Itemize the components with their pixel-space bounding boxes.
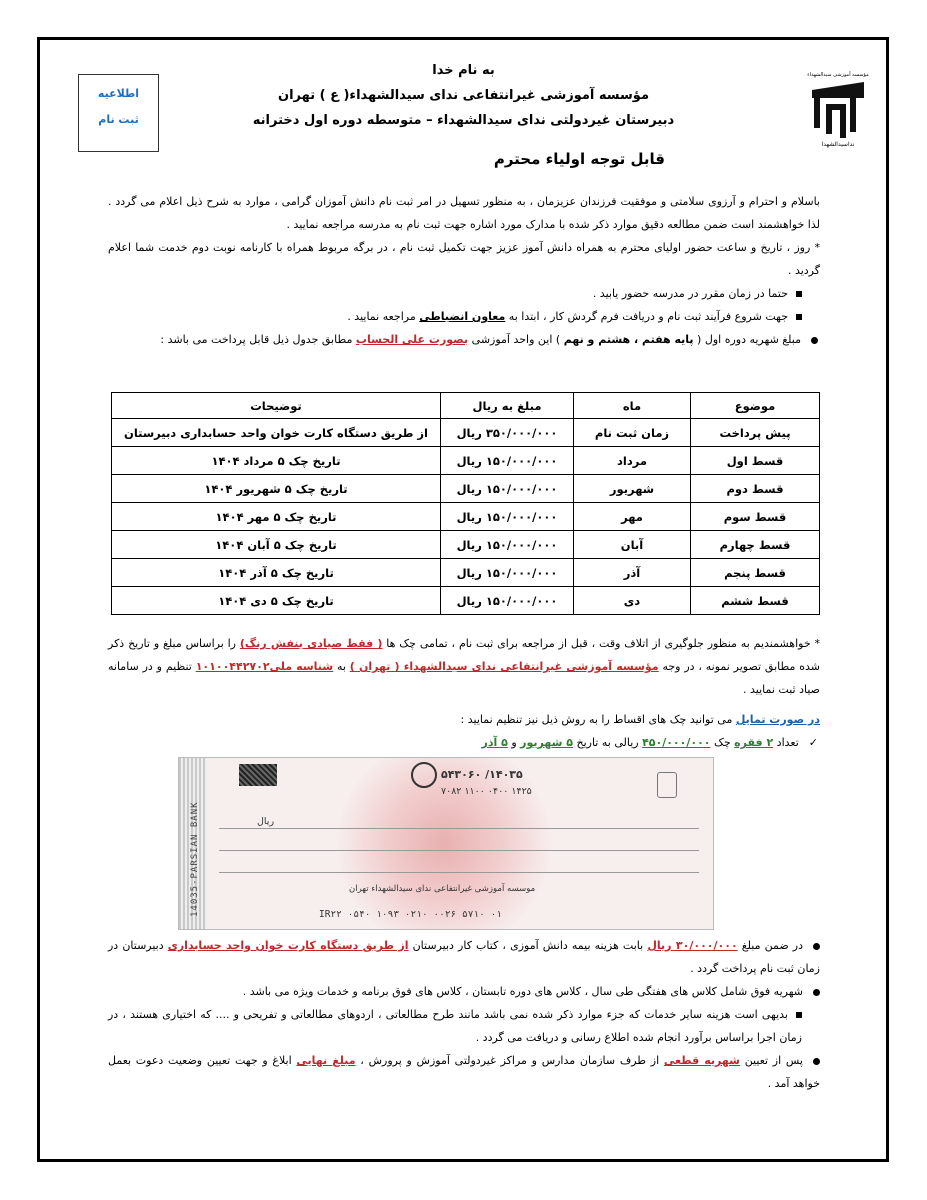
table-cell: آذر bbox=[574, 559, 691, 587]
national-id: شناسه ملی۱۰۱۰۰۴۴۲۷۰۲ bbox=[195, 660, 334, 673]
header-school: دبیرستان غیردولتی ندای سیدالشهداء – متوسطه دوره اول دخترانه bbox=[252, 113, 675, 128]
logo-text: نداسیدالشهدا bbox=[821, 141, 855, 148]
list-item: در ضمن مبلغ ۳۰/۰۰۰/۰۰۰ ریال بابت هزینه بیمه دانش آموزی ، کتاب کار دبیرستان از طریق دستگاه کارت خوان واحد حسابداری دبیرستان در زمان ثبت نام پرداخت گردد . bbox=[108, 939, 820, 975]
optional-paragraph: در صورت تمایل می توانید چک های اقساط را به روش ذیل نیز تنظیم نمایید : ✓تعداد ۲ فقره چک ۴۵۰/۰۰۰/۰۰۰ ریالی به تاریخ ۵ شهریور و ۵ آذر bbox=[108, 708, 820, 754]
barcode-icon bbox=[239, 764, 277, 786]
table-row bbox=[112, 475, 820, 503]
table-cell: تاریخ چک ۵ دی ۱۴۰۴ bbox=[112, 587, 441, 615]
on-account-label: بصورت علی الحساب bbox=[355, 333, 469, 346]
dot-bullet-icon bbox=[813, 989, 820, 996]
dot-bullet-icon bbox=[813, 943, 820, 950]
table-header-row bbox=[112, 393, 820, 419]
notice-subtitle: ثبت نام bbox=[98, 113, 139, 126]
sample-cheque-image bbox=[178, 757, 714, 930]
table-cell: ۱۵۰/۰۰۰/۰۰۰ ریال bbox=[441, 587, 574, 615]
cheque-payee-line: موسسه آموزشی غیرانتفاعی ندای سیدالشهداء تهران bbox=[349, 884, 536, 894]
table-cell: دی bbox=[574, 587, 691, 615]
table-cell: تاریخ چک ۵ شهریور ۱۴۰۴ bbox=[112, 475, 441, 503]
cheque-numbers: ۱۴۲۵ ۰۴۰۰ ۱۱۰۰ ۷۰۸۲ bbox=[441, 786, 532, 797]
table-cell: تاریخ چک ۵ آذر ۱۴۰۴ bbox=[112, 559, 441, 587]
table-cell: پیش پرداخت bbox=[691, 419, 820, 447]
list-item: ✓تعداد ۲ فقره چک ۴۵۰/۰۰۰/۰۰۰ ریالی به تاریخ ۵ شهریور و ۵ آذر bbox=[481, 736, 818, 749]
list-item: حتما در زمان مقرر در مدرسه حضور یابید . bbox=[108, 282, 820, 305]
table-cell: ۱۵۰/۰۰۰/۰۰۰ ریال bbox=[441, 475, 574, 503]
table-cell: ۱۵۰/۰۰۰/۰۰۰ ریال bbox=[441, 531, 574, 559]
table-cell: ۱۵۰/۰۰۰/۰۰۰ ریال bbox=[441, 559, 574, 587]
table-cell: تاریخ چک ۵ آبان ۱۴۰۴ bbox=[112, 531, 441, 559]
cheques-paragraph: * خواهشمندیم به منظور جلوگیری از اتلاف وقت ، قبل از مراجعه برای ثبت نام ، تمامی چک ها ( فقط صیادی بنفش رنگ) را براساس مبلغ و تاریخ ذکر شده مطابق تصویر نمونه ، در وجه مؤسسه آموزشی غیرانتفاعی ندای سیدالشهداء ( تهران ) به شناسه ملی۱۰۱۰۰۴۴۲۷۰۲ تنظیم و در سامانه صیاد ثبت نمایید . bbox=[108, 637, 821, 696]
insurance-amount: ۳۰/۰۰۰/۰۰۰ ریال bbox=[647, 939, 738, 952]
table-cell: ۱۵۰/۰۰۰/۰۰۰ ریال bbox=[441, 503, 574, 531]
table-cell: آبان bbox=[574, 531, 691, 559]
optional-label: در صورت تمایل bbox=[735, 713, 820, 726]
check-mark-icon: ✓ bbox=[808, 736, 818, 749]
list-item: شهریه فوق شامل کلاس های هفتگی طی سال ، کلاس های دوره تابستان ، کلاس های فوق برنامه و خدمات ویژه می باشد . bbox=[108, 980, 820, 1003]
table-cell: ۱۵۰/۰۰۰/۰۰۰ ریال bbox=[441, 447, 574, 475]
table-cell: زمان ثبت نام bbox=[574, 419, 691, 447]
notice-box bbox=[78, 74, 159, 152]
cheque-serial: ۱۴۰۳۵/ ۵۴۳۰۶۰ bbox=[441, 768, 523, 781]
square-bullet-icon bbox=[796, 291, 802, 297]
table-cell: قسط سوم bbox=[691, 503, 820, 531]
table-cell: ۳۵۰/۰۰۰/۰۰۰ ریال bbox=[441, 419, 574, 447]
emblem-icon bbox=[657, 772, 677, 798]
dot-bullet-icon bbox=[811, 337, 818, 344]
table-cell: قسط ششم bbox=[691, 587, 820, 615]
table-cell: تاریخ چک ۵ مرداد ۱۴۰۴ bbox=[112, 447, 441, 475]
list-item: مبلغ شهریه دوره اول ( پایه هفتم ، هشتم و نهم ) این واحد آموزشی بصورت علی الحساب مطابق جدول ذیل قابل پرداخت می باشد : bbox=[108, 328, 820, 351]
sayad-only-label: ( فقط صیادی بنفش رنگ) bbox=[239, 637, 383, 650]
table-row bbox=[112, 587, 820, 615]
table-header: موضوع bbox=[691, 393, 820, 419]
table-header: مبلغ به ریال bbox=[441, 393, 574, 419]
page-title: قابل توجه اولیاء محترم bbox=[493, 150, 665, 168]
table-header: ماه bbox=[574, 393, 691, 419]
school-logo-icon bbox=[806, 68, 870, 148]
intro-text: باسلام و احترام و آرزوی سلامتی و موفقیت فرزندان عزیزمان ، به منظور تسهیل در امر ثبت نام دانش آموزان گرامی ، موارد به شرح ذیل اعلام می گردد . لذا خواهشمند است ضمن مطالعه دقیق موارد ذکر شده با مدارک مورد اشاره جهت ثبت نام به مدرسه مراجعه نمایید . bbox=[108, 195, 820, 231]
fee-table bbox=[111, 392, 820, 615]
table-cell: قسط اول bbox=[691, 447, 820, 475]
header-institute: مؤسسه آموزشی غیرانتفاعی ندای سیدالشهداء( ع ) تهران bbox=[277, 88, 650, 103]
card-reader-label: از طریق دستگاه کارت خوان واحد حسابداری bbox=[167, 939, 409, 952]
table-cell: مهر bbox=[574, 503, 691, 531]
bank-side-text: 14035-PARSIAN BANK bbox=[190, 801, 200, 917]
table-cell: تاریخ چک ۵ مهر ۱۴۰۴ bbox=[112, 503, 441, 531]
notice-title: اطلاعیه bbox=[97, 87, 140, 100]
footer-paragraph bbox=[108, 934, 820, 1095]
list-item: جهت شروع فرآیند ثبت نام و دریافت فرم گردش کار ، ابتدا به معاون انضباطی مراجعه نمایید . bbox=[108, 305, 820, 328]
dot-bullet-icon bbox=[813, 1058, 820, 1065]
table-row bbox=[112, 531, 820, 559]
table-cell: قسط پنجم bbox=[691, 559, 820, 587]
list-item: پس از تعیین شهریه قطعی از طرف سازمان مدارس و مراکز غیردولتی آموزش و پرورش ، مبلغ نهایی ابلاغ و جهت تعیین وضعیت دعوت بعمل خواهد آمد . bbox=[108, 1054, 820, 1090]
table-row bbox=[112, 447, 820, 475]
logo-tagline: مؤسسه آموزشی سیدالشهداء bbox=[807, 72, 869, 78]
intro-paragraph bbox=[108, 190, 820, 351]
payee-name: مؤسسه آموزشی غیرانتفاعی ندای سیدالشهداء ( تهران ) bbox=[349, 660, 659, 673]
table-row bbox=[112, 419, 820, 447]
table-cell: شهریور bbox=[574, 475, 691, 503]
square-bullet-icon bbox=[796, 1012, 802, 1018]
table-cell: از طریق دستگاه کارت خوان واحد حسابداری دبیرستان bbox=[112, 419, 441, 447]
intro-note: * روز ، تاریخ و ساعت حضور اولیای محترم به همراه دانش آموز عزیز جهت تکمیل ثبت نام ، در برگه مربوط همراه با کارنامه نوبت دوم خدمت شما اعلام گردید . bbox=[108, 241, 820, 277]
header-bismillah: به نام خدا bbox=[432, 63, 495, 78]
table-row bbox=[112, 559, 820, 587]
final-tuition-label: شهریه قطعی bbox=[663, 1054, 740, 1067]
table-row bbox=[112, 503, 820, 531]
final-amount-label: مبلغ نهایی bbox=[296, 1054, 356, 1067]
list-item: بدیهی است هزینه سایر خدمات که جزء موارد ذکر شده نمی باشد مانند طرح مطالعاتی ، اردوهای مطالعاتی و تفریحی و .... که اختیاری هستند ، در زمان اجرا براساس برآورد انجام شده اطلاع رسانی و دریافت می گردد . bbox=[108, 1008, 802, 1044]
cheque-micr: IR۲۲ ۰۵۴۰ ۱۰۹۳ ۰۲۱۰ ۰۰۲۶ ۵۷۱۰ ۰۱ bbox=[319, 909, 503, 920]
square-bullet-icon bbox=[796, 314, 802, 320]
rial-label: ریال bbox=[257, 816, 275, 827]
table-cell: قسط دوم bbox=[691, 475, 820, 503]
bank-logo-icon bbox=[411, 762, 437, 788]
table-cell: قسط چهارم bbox=[691, 531, 820, 559]
discipline-deputy: معاون انضباطی bbox=[419, 310, 506, 323]
table-cell: مرداد bbox=[574, 447, 691, 475]
table-header: توضیحات bbox=[112, 393, 441, 419]
